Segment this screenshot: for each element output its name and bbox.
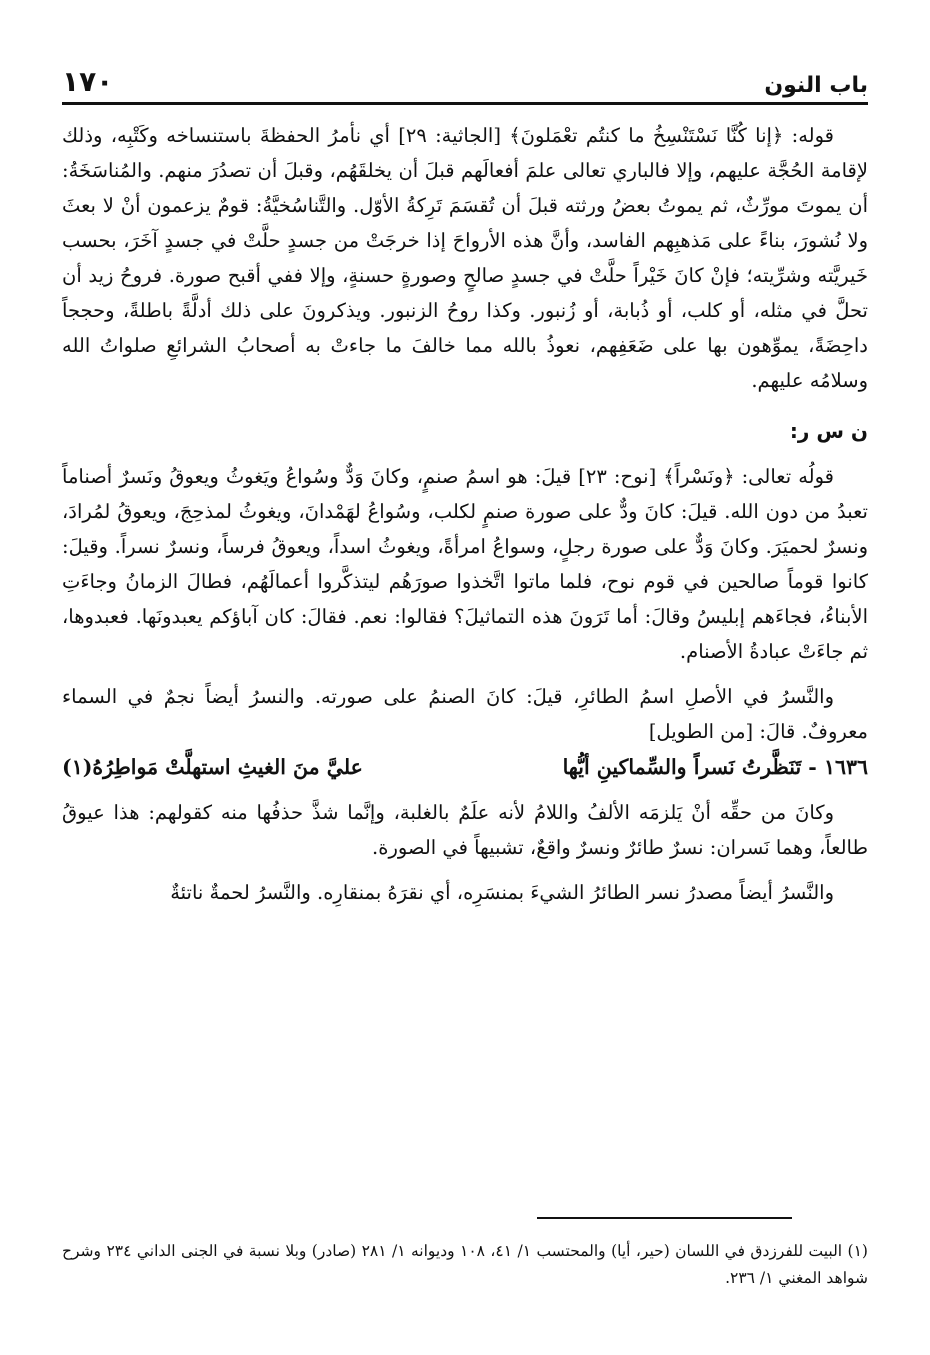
paragraph-nasakh: قوله: ﴿إنا كُنَّا نَسْتَنْسِخُ ما كنتُم تعْمَلونَ﴾ [الجاثية: ٢٩] أي نأمرُ الحفظةَ باستنساخه وكَتْبِه، وذلك لإقامة الحُجَّة عليهم، وإلا فالباري تعالى علمَ أفعالَهم قبلَ أن يخلقَهُم، وقبلَ أن تصدُرَ منهم. والمُناسَخَةُ: أن يموتَ مورِّثٌ، ثم يموتُ بعضُ ورثته قبلَ أن تُقسَمَ تَرِكةُ الأوّل. والتَّناسُخيَّةُ: قومٌ يزعمون أنْ لا بعثَ ولا نُشورَ، بناءً على مَذهبِهم الفاسد، وأنَّ هذه الأرواحَ إذا خرجَتْ من جسدٍ حلَّتْ في جسدٍ آخَرَ، بحسب خَيريَّته وشرِّيته؛ فإنْ كانَ خَيْراً حلَّتْ في جسدٍ صالحٍ وصورةٍ حسنةٍ، وإلا ففي أقبح صورة. فروحُ زيد أن تحلَّ في مثله، أو كلب، أو ذُبابة، أو زُنبور. وكذا روحُ الزنبور. ويذكرونَ على ذلك أدلَّةً باطلةً، وحججاً داحِضَةً، يموِّهون بها على ضَعَفِهم، نعوذُ بالله مما خالفَ ما جاءتْ به أصحابُ الشرائعِ صلواتُ الله وسلامُه عليهم. (62, 124, 868, 392)
running-header (62, 58, 868, 105)
paragraph-alif-lam: وكانَ من حقِّه أنْ يَلزمَه الألفُ واللامُ لأنه علَمٌ بالغلبة، وإنَّما شذَّ حذفُها منه كقولهم: هذا عيوقُ طالعاً، وهما نَسران: نسرٌ طائرٌ ونسرٌ واقعٌ، تشبيهاً في الصورة. (62, 801, 868, 859)
entry-heading: ن س ر: (789, 419, 868, 443)
main-text (62, 118, 868, 910)
verse-line (62, 749, 868, 785)
footnote-1: (١) البيت للفرزدق في اللسان (حير، أيا) والمحتسب ١/ ٤١، ١٠٨ وديوانه ١/ ٢٨١ (صادر) وبلا نسبة في الجنى الداني ٢٣٤ وشرح شواهد المغني ١/ ٢٣٦. (62, 1242, 868, 1287)
verse-first-hemistich: ١٦٣٦ - تَنَظَّرتُ نَسراً والسِّماكينِ أيُّها (562, 755, 868, 779)
chapter-title: باب النون (764, 73, 868, 98)
paragraph-nasr-idol: قولُه تعالى: ﴿ونَسْراً﴾ [نوح: ٢٣] قيلَ: هو اسمُ صنمٍ، وكانَ وَدٌّ وسُواعُ ويَغوثُ ويعوقُ ونَسرٌ أصناماً تعبدُ من دون الله. قيلَ: كانَ ودٌّ على صورة صنمٍ لكلب، وسُواعُ لهَمْدانَ، ويغوثُ لمذحِجَ، ويعوقُ لمُرادَ، ونسرٌ لحميَرَ. وكانَ وَدٌّ على صورة رجلٍ، وسواعُ امرأةً، ويغوثُ اسداً، ويعوقُ فرساً، ونسرٌ نسراً. وقيلَ: كانوا قوماً صالحين في قوم نوح، فلما ماتوا اتَّخذوا صورَهُم ليتذكَّروا أعمالَهُم، فطالَ الزمانُ وجاءَتِ الأبناءُ، فجاءَهم إبليسُ وقالَ: أما تَرَونَ هذه التماثيلَ؟ فقالوا: نعم. فقالَ: كان آباؤكم يعبدونَها. فعبدوها، ثم جاءَتْ عبادةُ الأصنام. (62, 465, 868, 663)
page-number: ١٧٠ (62, 65, 114, 98)
paragraph-nasr-masdar: والنَّسرُ أيضاً مصدرُ نسر الطائرُ الشيءَ بمنسَرِه، أي نقرَهُ بمنقارِه. والنَّسرُ لحمةٌ ناتئةٌ (170, 881, 834, 904)
paragraph-nasr-bird: والنَّسرُ في الأصلِ اسمُ الطائرِ، قيلَ: كانَ الصنمُ على صورته. والنسرُ أيضاً نجمٌ في السماء معروفٌ. قالَ: [من الطويل] (62, 685, 868, 743)
footnotes (62, 1238, 868, 1292)
verse-second-hemistich: عليَّ منَ الغيثِ استهلَّتْ مَواطِرُهُ(١) (62, 755, 363, 779)
footnote-divider (537, 1217, 792, 1219)
